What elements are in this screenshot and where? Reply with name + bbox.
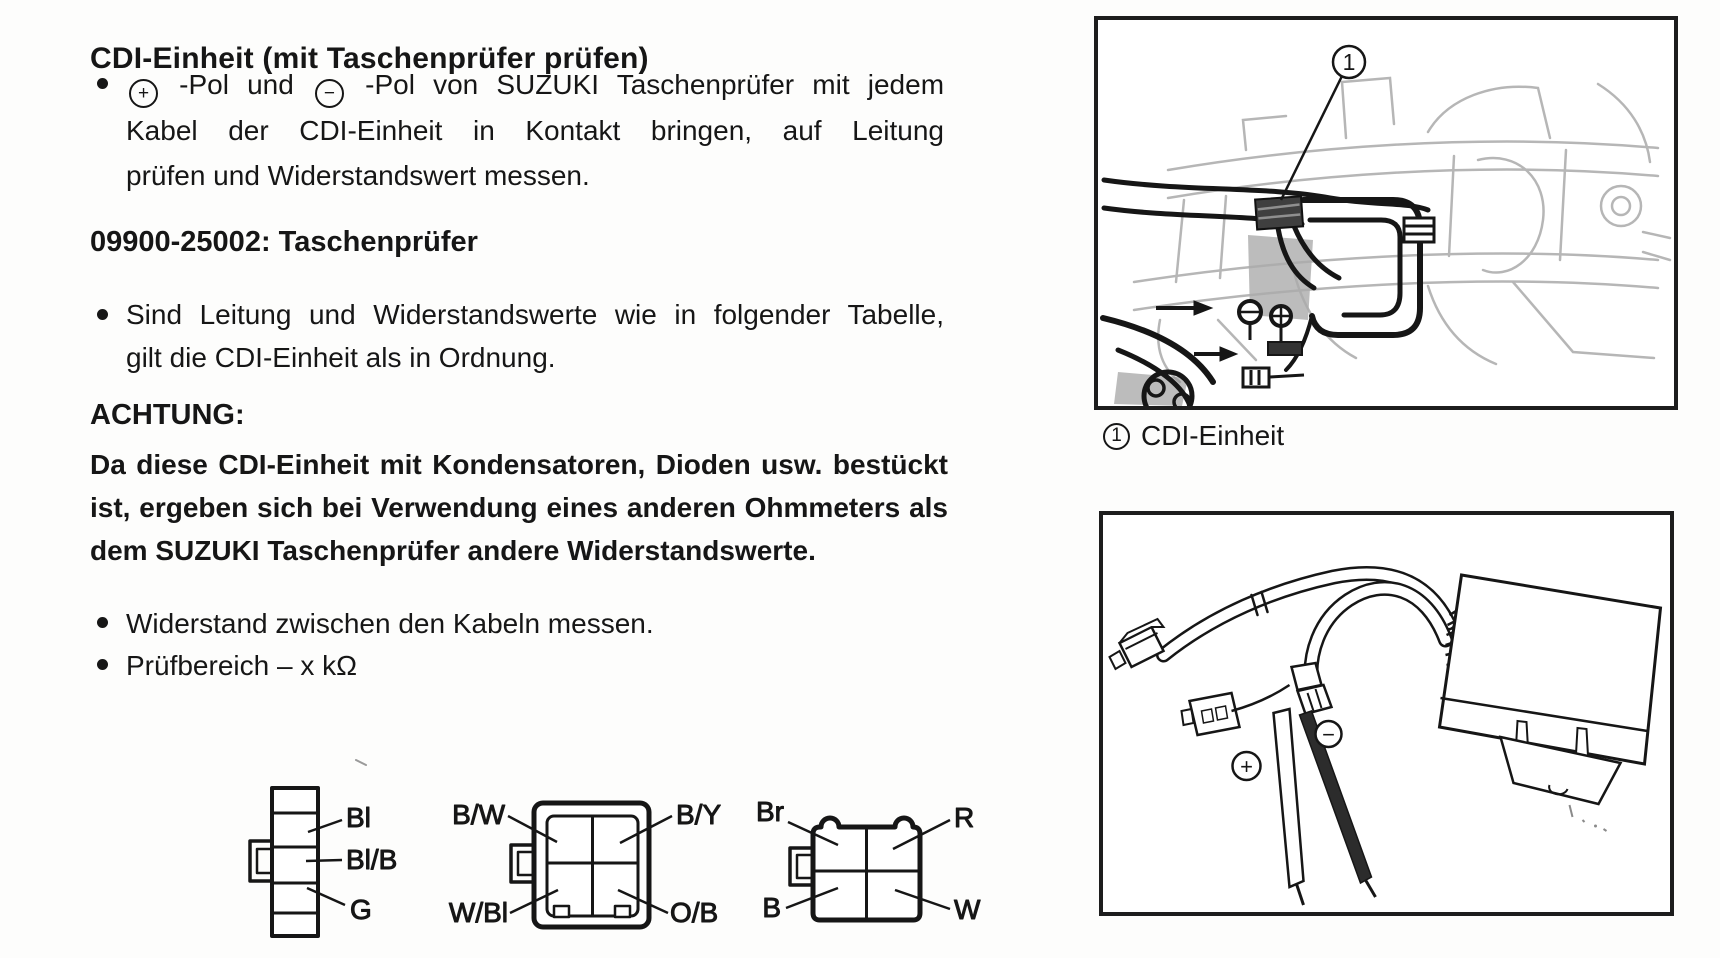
probe-holder	[1232, 663, 1332, 714]
callout-1-icon: 1	[1103, 423, 1130, 450]
harness-connector-mid	[1182, 693, 1240, 735]
plus-glyph: +	[1240, 754, 1253, 779]
cdi-unit	[1440, 575, 1661, 764]
tool-code-line: 09900-25002: Taschenprüfer	[90, 226, 478, 258]
bullet-item-table-check	[90, 293, 944, 379]
wire-label-o-b: O/B	[670, 897, 719, 928]
text-line: dem SUZUKI Taschenprüfer andere Widerstandswerte.	[90, 535, 816, 566]
minus-glyph: −	[323, 83, 336, 104]
figure-cdi-unit-drawing	[1103, 515, 1670, 912]
callout-number: 1	[1342, 49, 1356, 75]
three-pin-connector-diagram	[250, 788, 397, 936]
section-heading: CDI-Einheit (mit Taschenprüfer prüfen)	[90, 42, 649, 76]
bullet-text	[126, 62, 944, 198]
plus-probe-marker-icon	[1233, 752, 1261, 780]
minus-glyph: −	[1322, 722, 1335, 747]
direction-arrows	[1156, 301, 1237, 361]
wire-label-br: Br	[756, 796, 784, 827]
figure-cdi-location-drawing	[1098, 20, 1674, 406]
text-line: Prüfbereich – x kΩ	[126, 650, 358, 681]
print-artifact	[356, 760, 366, 765]
bullet-icon	[97, 78, 108, 89]
wire-label-w-bl: W/Bl	[448, 897, 508, 928]
figure1-caption	[1103, 420, 1284, 452]
wire-label-b: B	[762, 892, 781, 923]
text-line	[126, 62, 944, 108]
bullet-item-measure-resistance	[90, 601, 654, 646]
text-segment: -Pol von SUZUKI Taschenprüfer mit jedem	[365, 69, 945, 100]
wire-label-bl-b: Bl/B	[346, 844, 398, 875]
four-pin-connector-b-diagram	[756, 796, 981, 925]
warning-paragraph	[90, 443, 948, 572]
bullet-icon	[97, 659, 108, 670]
bullet-text	[126, 293, 944, 379]
plus-pole-icon	[129, 79, 158, 108]
plus-glyph: +	[137, 83, 150, 104]
text-line: Widerstand zwischen den Kabeln messen.	[126, 608, 654, 639]
scan-speckles	[1570, 805, 1607, 831]
figure1-caption-text: CDI-Einheit	[1141, 420, 1285, 451]
cdi-unit-box	[1255, 196, 1303, 229]
text-line: Sind Leitung und Widerstandswerte wie in folgender Tabelle,	[126, 299, 944, 330]
harness-band	[1404, 218, 1434, 242]
wire-label-w: W	[954, 894, 981, 925]
connector-diagrams	[230, 688, 992, 958]
inline-connector	[1243, 368, 1304, 387]
minus-pole-icon	[315, 79, 344, 108]
wire-label-bl: Bl	[346, 802, 371, 833]
text-line: gilt die CDI-Einheit als in Ordnung.	[126, 342, 556, 373]
bullet-icon	[97, 309, 108, 320]
wire-label-b-y: B/Y	[676, 799, 722, 830]
bullet-item-test-range	[90, 643, 357, 688]
four-pin-connector-a-diagram	[449, 799, 722, 928]
text-line: ist, ergeben sich bei Verwendung eines anderen Ohmmeters als	[90, 492, 948, 523]
warning-heading: ACHTUNG:	[90, 399, 245, 431]
bullet-icon	[97, 617, 108, 628]
text-segment: -Pol und	[179, 69, 294, 100]
wire-label-r: R	[954, 802, 975, 833]
text-line: Kabel der CDI-Einheit in Kontakt bringen, auf Leitung	[126, 115, 944, 146]
harness-connector-left	[1110, 619, 1164, 669]
minus-probe-marker-icon	[1316, 721, 1342, 747]
figure-cdi-location	[1094, 16, 1678, 410]
text-line: Da diese CDI-Einheit mit Kondensatoren, Dioden usw. bestückt	[90, 449, 948, 480]
text-line: prüfen und Widerstandswert messen.	[126, 160, 590, 191]
wire-label-b-w: B/W	[452, 799, 505, 830]
wire-label-g: G	[350, 894, 372, 925]
bullet-item-test-procedure	[90, 62, 944, 198]
figure-cdi-unit-test	[1099, 511, 1674, 916]
